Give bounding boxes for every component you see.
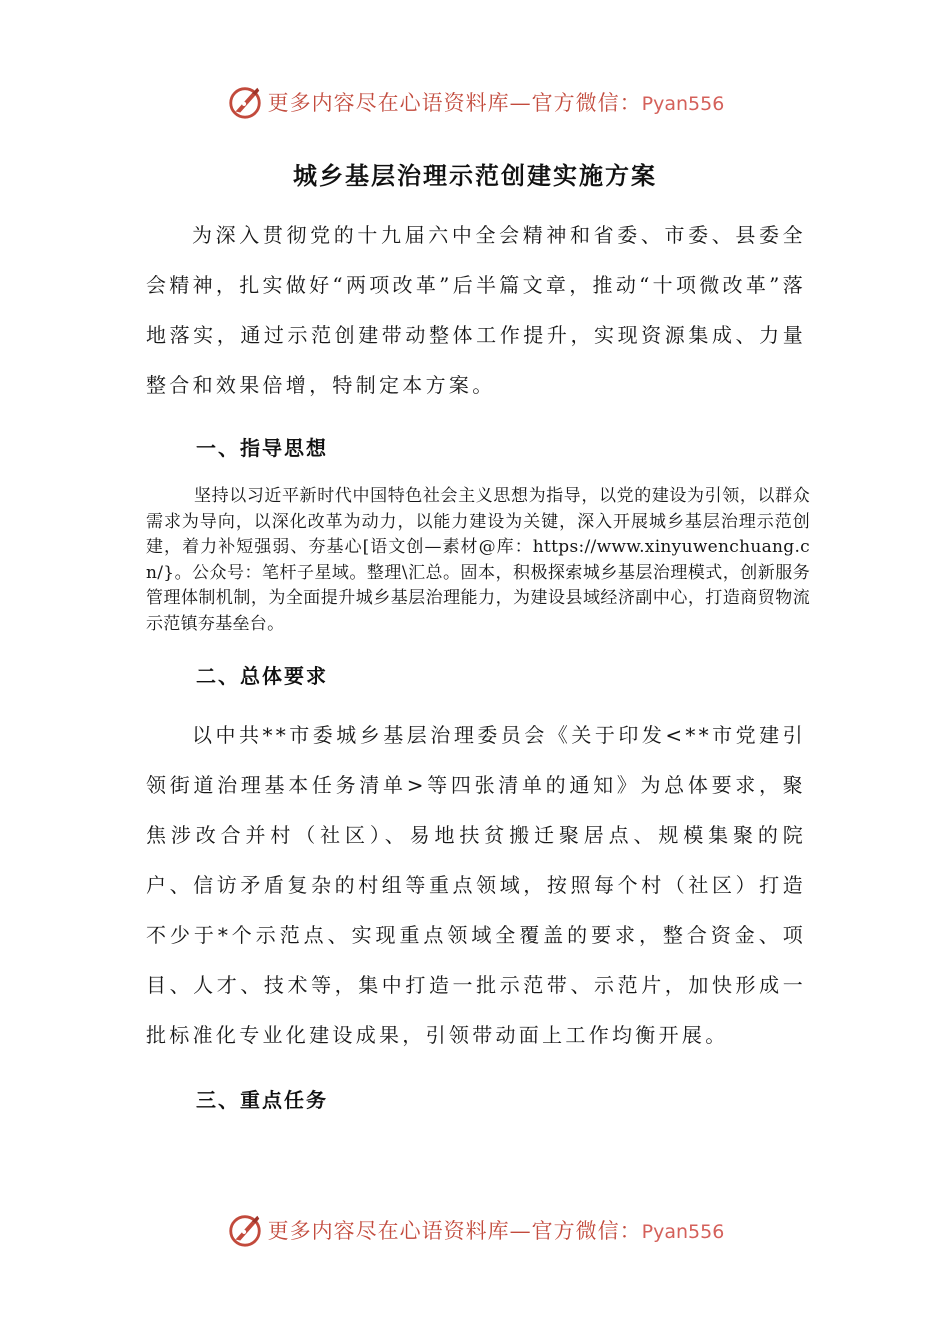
footer-banner [0, 1210, 950, 1250]
overall-requirements-paragraph: 以中共**市委城乡基层治理委员会《关于印发<**市党建引领街道治理基本任务清单>等四张清单的通知》为总体要求，聚焦涉改合并村（社区）、易地扶贫搬迁聚居点、规模集聚的院户、信访矛盾复杂的村组等重点领域，按照每个村（社区）打造不少于*个示范点、实现重点领域全覆盖的要求，整合资金、项目、人才、技术等，集中打造一批示范带、示范片，加快形成一批标准化专业化建设成果，引领带动面上工作均衡开展。 [146, 723, 806, 1047]
section-heading-guiding-ideology: 一、指导思想 [196, 436, 328, 460]
section-heading-overall-requirements: 二、总体要求 [196, 664, 328, 688]
intro-paragraph: 为深入贯彻党的十九届六中全会精神和省委、市委、县委全会精神，扎实做好“两项改革”后半篇文章，推动“十项微改革”落地落实，通过示范创建带动整体工作提升，实现资源集成、力量整合和效果倍增，特制定本方案。 [146, 223, 806, 397]
banner-text [268, 87, 725, 117]
banner-slogan: 更多内容尽在心语资料库—官方微信： [267, 1219, 642, 1243]
banner-slogan: 更多内容尽在心语资料库—官方微信： [267, 91, 642, 115]
pen-nib-logo-icon [226, 83, 264, 121]
document-title: 城乡基层治理示范创建实施方案 [293, 162, 657, 190]
header-banner [0, 82, 950, 122]
section-heading-key-tasks: 三、重点任务 [196, 1088, 328, 1112]
banner-text [268, 1215, 725, 1245]
banner-wechat-id: Pyan556 [641, 93, 725, 115]
banner-wechat-id: Pyan556 [641, 1221, 725, 1243]
guiding-ideology-paragraph: 坚持以习近平新时代中国特色社会主义思想为指导，以党的建设为引领，以群众需求为导向，以深化改革为动力，以能力建设为关键，深入开展城乡基层治理示范创建，着力补短强弱、夯基心[语文创—素材@库：https://www.xinyuwenchuang.cn/}。公众号：笔杆子星域。整理\汇总。固本，积极探索城乡基层治理模式，创新服务管理体制机制，为全面提升城乡基层治理能力，为建设县域经济副中心，打造商贸物流示范镇夯基垒台。 [146, 486, 810, 634]
pen-nib-logo-icon [226, 1211, 264, 1249]
